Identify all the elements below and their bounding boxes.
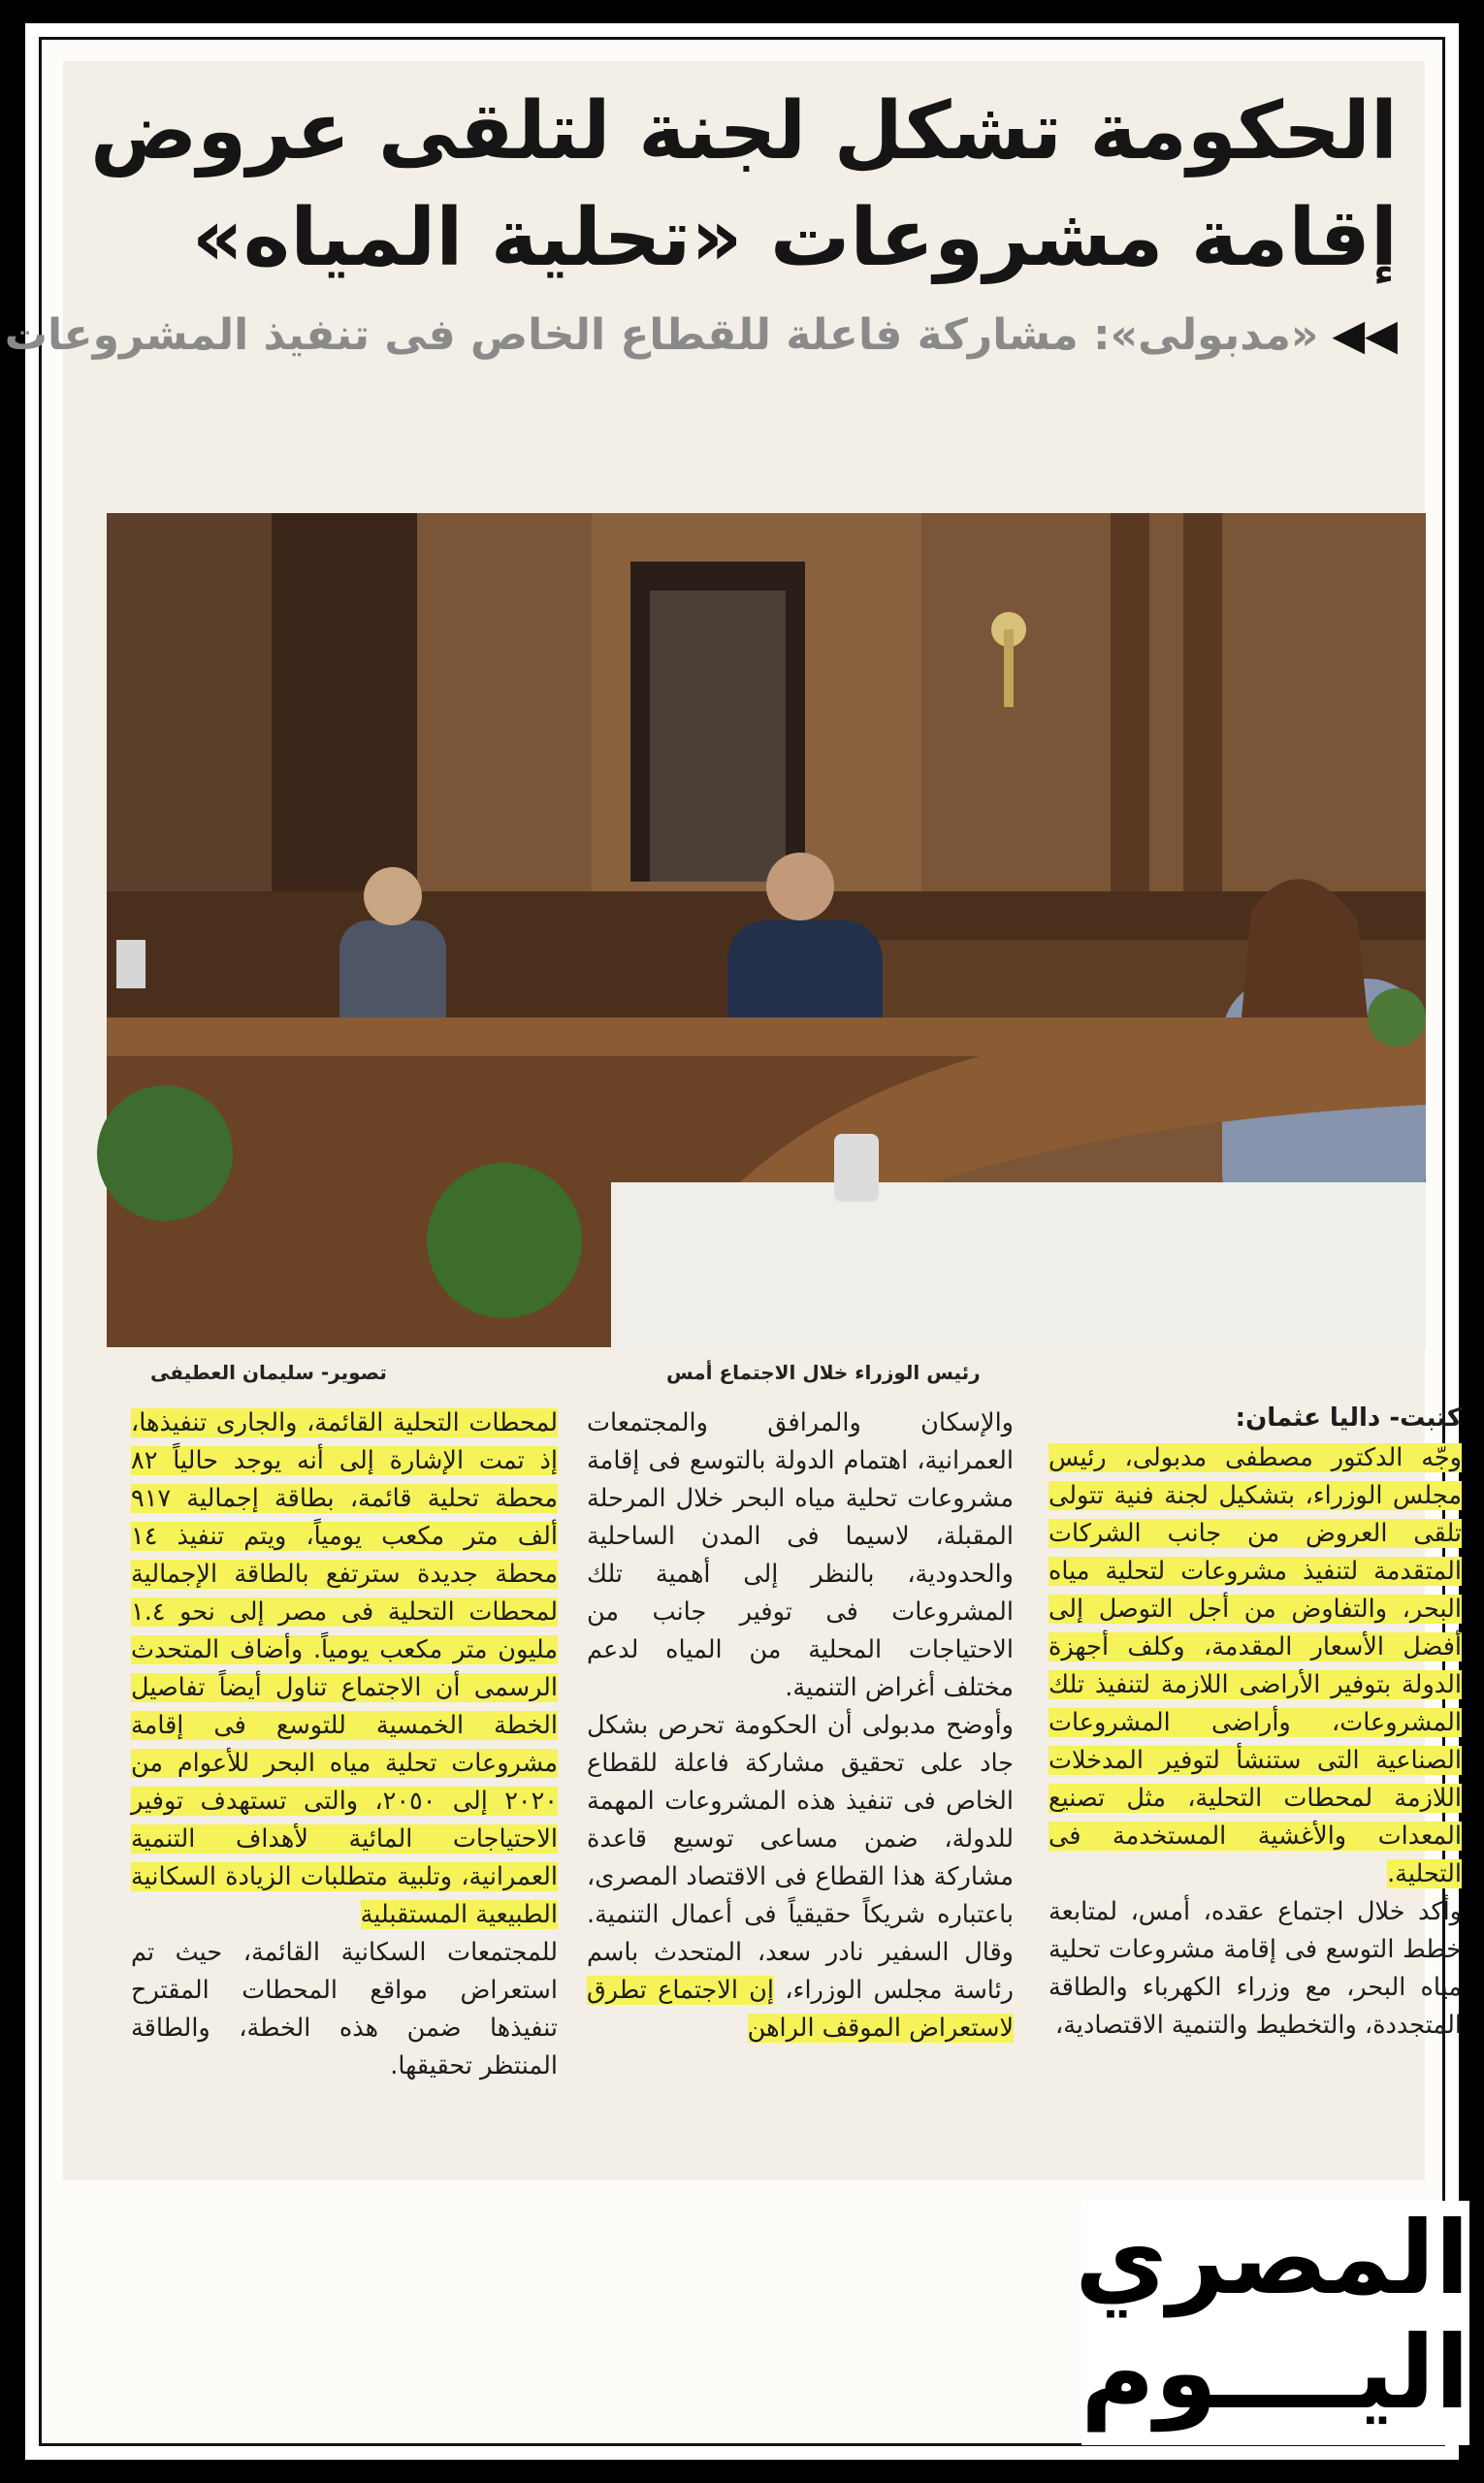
fast-forward-icon: ◀◀ [1332,310,1398,360]
headline-line-1: الحكومة تشكل لجنة لتلقى عروض [90,85,1398,177]
newspaper-clipping [4,61,1462,2180]
paragraph [131,1404,558,1934]
byline: كتبت- داليا عثمان: [1235,1403,1462,1433]
article-column-middle [587,1404,1014,2048]
logo-line-2: اليــــوم [1081,2313,1469,2432]
headline-line-2: إقامة مشروعات «تحلية المياه» [191,192,1398,284]
paragraph [587,1707,1014,2048]
al-masry-al-youm-logo [1075,2199,1469,2445]
meeting-photo-illustration [107,513,1426,1347]
photo-caption: رئيس الوزراء خلال الاجتماع أمس [666,1361,981,1384]
clipping-border [4,37,1469,2446]
highlighted-text: إن الاجتماع تطرق لاستعراض الموقف الراهن [587,1976,1014,2043]
paragraph: للمجتمعات السكانية القائمة، حيث تم استعراض مواقع المحطات المقترح تنفيذها ضمن هذه الخطة، والطاقة المنتظر تحقيقها. [131,1938,558,2080]
logo-line-1: المصري [1075,2199,1469,2317]
paragraph-text: وأوضح مدبولى أن الحكومة تحرص بشكل جاد على تحقيق مشاركة فاعلة للقطاع الخاص فى تنفيذ هذه المشروعات المهمة للدولة، ضمن مساعى توسيع قاعدة مشاركة هذا القطاع فى الاقتصاد المصرى، باعتباره شريكاً حقيقياً فى أعمال التنمية. وقال السفير نادر سعد، المتحدث باسم رئاسة مجلس الوزراء، [587,1711,1014,2005]
subheadline [4,302,1398,370]
highlighted-text: وجّه الدكتور مصطفى مدبولى، رئيس مجلس الوزراء، بتشكيل لجنة فنية تتولى تلقى العروض من جانب الشركات المتقدمة لتنفيذ مشروعات لتحلية مياه البحر، والتفاوض من أجل التوصل إلى أفضل الأسعار المقدمة، وكلف أجهزة الدولة بتوفير الأراضى اللازمة لتنفيذ تلك المشروعات، وأراضى المشروعات الصناعية التى ستنشأ لتوفير المدخلات اللازمة لمحطات التحلية، مثل تصنيع المعدات والأغشية المستخدمة فى التحلية. [1048,1443,1462,1888]
article-column-right [1048,1400,1462,2045]
meeting-photo [107,513,1426,1347]
paragraph: والإسكان والمرافق والمجتمعات العمرانية، اهتمام الدولة بالتوسع فى إقامة مشروعات تحلية مياه البحر خلال المرحلة المقبلة، لاسيما فى المدن الساحلية والحدودية، بالنظر إلى أهمية تلك المشروعات فى توفير جانب من الاحتياجات المحلية من المياه لدعم مختلف أغراض التنمية. [587,1408,1014,1702]
photo-credit: تصوير- سليمان العطيفى [150,1361,387,1384]
subheadline-text: «مدبولى»: مشاركة فاعلة للقطاع الخاص فى تنفيذ المشروعات [4,310,1319,360]
highlighted-text: لمحطات التحلية القائمة، والجارى تنفيذها، إذ تمت الإشارة إلى أنه يوجد حالياً ٨٢ محطة تحلية قائمة، بطاقة إجمالية ٩١٧ ألف متر مكعب يومياً، ويتم تنفيذ ١٤ محطة جديدة سترتفع بالطاقة الإجمالية لمحطات التحلية فى مصر إلى نحو ١.٤ مليون متر مكعب يومياً. وأضاف المتحدث الرسمى أن الاجتماع تناول أيضاً تفاصيل الخطة الخمسية للتوسع فى إقامة مشروعات تحلية مياه البحر للأعوام من ٢٠٢٠ إلى ٢٠٥٠، والتى تستهدف توفير الاحتياجات المائية لأهداف التنمية العمرانية، وتلبية متطلبات الزيادة السكانية الطبيعية المستقبلية [131,1408,558,1929]
paragraph: وأكد خلال اجتماع عقده، أمس، لمتابعة خطط التوسع فى إقامة مشروعات تحلية مياه البحر، مع وزراء الكهرباء والطاقة المتجددة، والتخطيط والتنمية الاقتصادية، [1048,1897,1462,2040]
article-column-left [131,1404,558,2085]
page-frame [4,19,1469,2464]
paragraph [1048,1439,1462,1893]
